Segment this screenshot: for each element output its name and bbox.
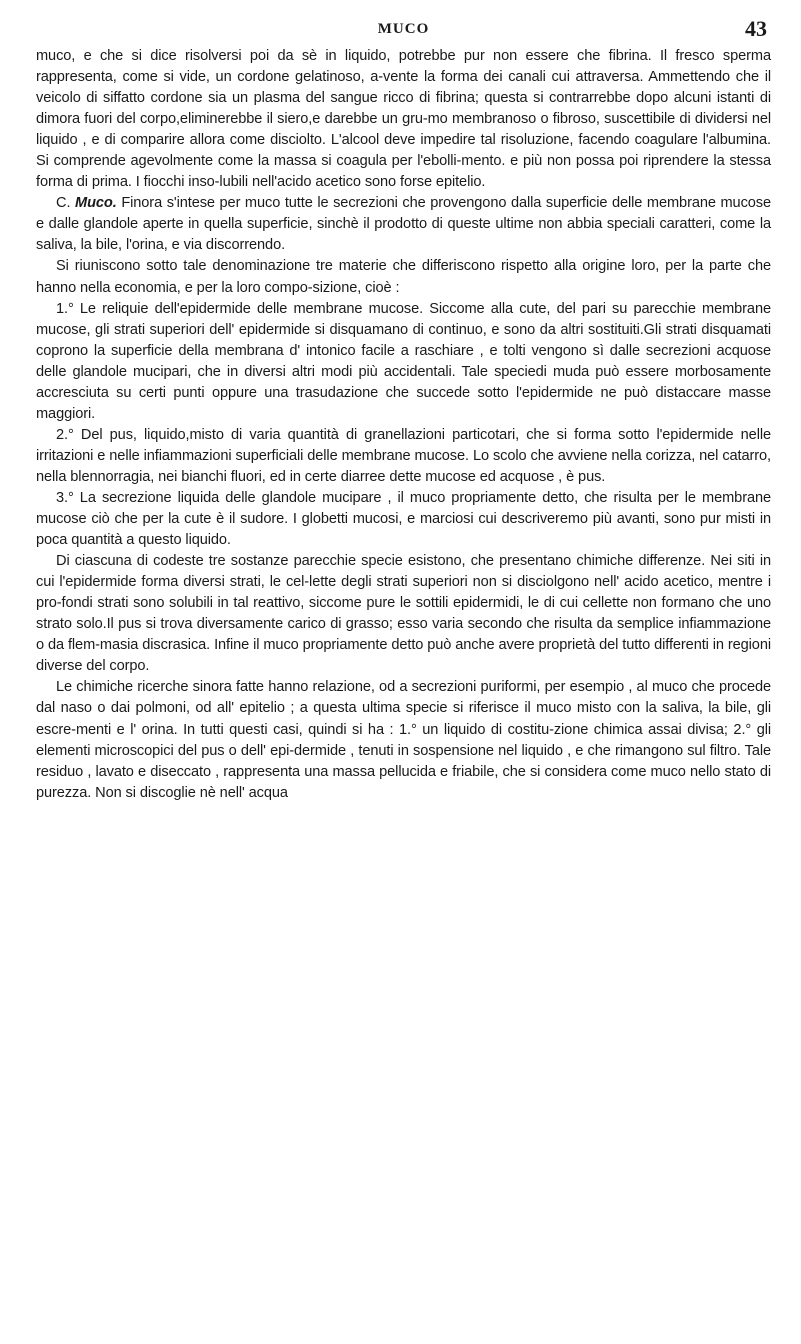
page-header bbox=[36, 14, 771, 44]
section-title: Muco. bbox=[75, 195, 117, 212]
paragraph: Le chimiche ricerche sinora fatte hanno relazione, od a secrezioni puriformi, per esempio , al muco che procede dal naso o dai polmoni, od all' epitelio ; a questa ultima specie si riferisce il muco misto con la saliva, la bile, gli escre-menti e l' orina. In tutti questi casi, quindi si ha : 1.° un liquido di costitu-zione chimica assai divisa; 2.° gli elementi microscopici del pus o dell' epi-dermide , tenuti in sospensione nel liquido , e che rimangono sul filtro. Tale residuo , lavato e diseccato , rappresenta una massa pellucida e friabile, che si considera come muco nello stato di purezza. Non si discoglie nè nell' acqua bbox=[36, 679, 771, 801]
running-head: MUCO bbox=[377, 21, 430, 37]
paragraph-item-2: 2.° Del pus, liquido,misto di varia quantità di granellazioni particotari, che si forma sotto l'epidermide nelle irritazioni e nelle infiammazioni superficiali delle membrane mucose. Lo scolo che avviene nella corizza, nel catarro, nella blennorragia, nei bianchi fluori, ed in certe diarree dette mucose ed acquose , è pus. bbox=[36, 426, 771, 485]
section-letter: C. bbox=[56, 195, 71, 212]
paragraph-section-c bbox=[36, 193, 771, 256]
paragraph-continuation: muco, e che si dice risolversi poi da sè in liquido, potrebbe pur non essere che fibrina. Il fresco sperma rappresenta, come si vide, un cordone gelatinoso, a-vente la forma dei canali cui attraversa. Ammettendo che il veicolo di siffatto cordone sia un plasma del sangue ricco di fibrina; questa si contrarrebbe dopo alcuni istanti di dimora fuori del corpo,eliminerebbe il siero,e darebbe un gru-mo membranoso o fibroso, suscettibile di dividersi nel liquido , e di comparire allora come disciolto. L'alcool deve impedire tal risoluzione, facendo coagulare l'albumina. Si comprende agevolmente come la massa si coagula per l'ebolli-mento. e più non possa poi riprendere la stessa forma di prima. I fiocchi inso-lubili nell'acido acetico sono forse epitelio. bbox=[36, 48, 771, 191]
paragraph: Si riuniscono sotto tale denominazione tre materie che differiscono rispetto alla origine loro, per la parte che hanno nella economia, e per la loro compo-sizione, cioè : bbox=[36, 258, 771, 296]
paragraph-item-3: 3.° La secrezione liquida delle glandole mucipare , il muco propriamente detto, che risulta per le membrane mucose ciò che per la cute è il sudore. I globetti mucosi, e marciosi cui descriveremo più avanti, sono pur misti in poca quantità a questo liquido. bbox=[36, 489, 771, 549]
section-text: Finora s'intese per muco tutte le secrezioni che provengono dalla superficie delle membrane mucose e dalle glandole aperte in quella superficie, sinchè il prodotto di queste ultime non abbia speciali caratteri, come la saliva, la bile, l'orina, e via discorrendo. bbox=[36, 195, 771, 254]
paragraph: Di ciascuna di codeste tre sostanze parecchie specie esistono, che presentano chimiche differenze. Nei siti in cui l'epidermide forma diversi strati, le cel-lette degli strati superiori non si disciolgono nell' acido acetico, mentre i pro-fondi strati sono solubili in tal reattivo, siccome pure le sottili epidermidi, le di cui cellette non formano che uno strato solo.Il pus si trova diversamente carico di grasso; esso varia secondo che risulta da semplice infiammazione o da flem-masia discrasica. Infine il muco propriamente detto può anche avere proprietà del tutto differenti in regioni diverse del corpo. bbox=[36, 553, 771, 675]
page-number: 43 bbox=[745, 16, 767, 41]
paragraph-item-1: 1.° Le reliquie dell'epidermide delle membrane mucose. Siccome alla cute, del pari su parecchie membrane mucose, gli strati superiori dell' epidermide si disquamano di continuo, e sono da altri sostituiti.Gli strati disquamati coprono la superficie della membrana d' intonico facile a raschiare , e tolti vengono sì dalle secrezioni acquose delle glandole mucipari, che in diversi altri modi più accidentali. Tale speciedi muda può essere morbosamente accresciuta su certi punti oppure una trasudazione che succede sotto l'epidermide ne può distaccare masse maggiori. bbox=[36, 300, 771, 422]
body-text bbox=[36, 46, 771, 804]
